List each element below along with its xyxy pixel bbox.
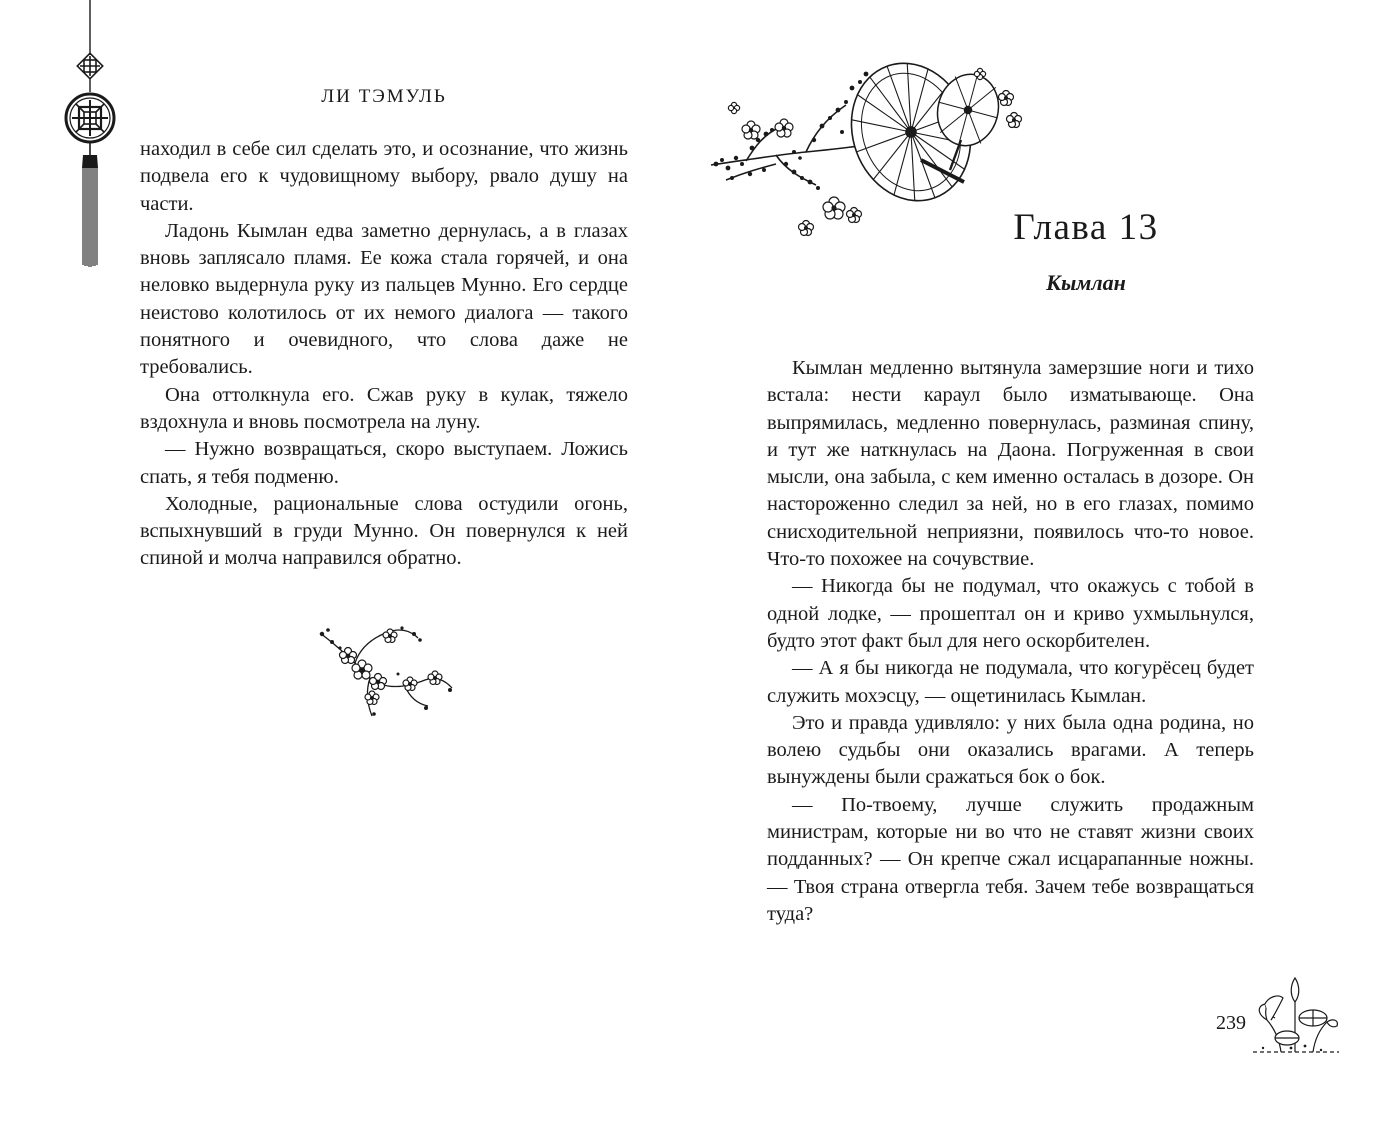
chapter-title: Глава 13 (1013, 207, 1159, 248)
knot-tassel-icon (60, 0, 120, 270)
left-page (0, 0, 696, 1125)
paragraph: — Никогда бы не подумал, что окажусь с тобой в одной лодке, — прошептал он и криво ухмыльнулся, будто этот факт был для него оскорбителен. (767, 575, 1254, 652)
chapter-subtitle: Кымлан (1046, 270, 1126, 295)
right-page (696, 0, 1393, 1125)
paragraph: Она оттолкнула его. Сжав руку в кулак, тяжело вздохнула и вновь посмотрела на луну. (140, 383, 628, 433)
paragraph: Кымлан медленно вытянула замерзшие ноги и тихо встала: нести караул было изматывающе. Она выпрямилась, медленно повернулась, разминая спину, и тут же наткнулась на Даона. Погруженная в свои мысли, она забыла, с кем именно осталась в дозоре. Он настороженно следил за ней, но в его глазах, помимо снисходительной неприязни, появилось что-то новое. Что-то похожее на сочувствие. (767, 357, 1254, 571)
cherry-blossom-branch-icon (310, 618, 460, 718)
paragraph: находил в себе сил сделать это, и осознание, что жизнь подвела его к чудовищному выбору, рвало душу на части. (140, 138, 628, 215)
left-page-body (140, 136, 628, 573)
paragraph: — Нужно возвращаться, скоро выступаем. Ложись спать, я тебя подменю. (140, 438, 628, 488)
page-number: 239 (1216, 1012, 1246, 1034)
lotus-icon (1251, 972, 1341, 1056)
paragraph: Холодные, рациональные слова остудили огонь, вспыхнувший в груди Мунно. Он повернулся к ней спиной и молча направился обратно. (140, 492, 628, 570)
paragraph: Это и правда удивляло: у них была одна родина, но волею судьбы они оказались врагами. А теперь вынуждены были сражаться бок о бок. (767, 711, 1254, 789)
running-head: ЛИ ТЭМУЛЬ (321, 86, 447, 107)
paragraph: — А я бы никогда не подумала, что когурёсец будет служить мохэсцу, — ощетинилась Кымлан. (767, 657, 1254, 707)
paragraph: — По-твоему, лучше служить продажным министрам, которые ни во что не ставят жизни своих подданных? — Он крепче сжал исцарапанные ножны. — Твоя страна отвергла тебя. Зачем тебе возвращаться туда? (767, 793, 1254, 925)
right-page-body (767, 355, 1254, 928)
paragraph: Ладонь Кымлан едва заметно дернулась, а в глазах вновь заплясало пламя. Ее кожа стала горячей, и она неловко выдернула руку из пальцев Мунно. Его сердце неистово колотилось от их немого диалога — такого понятного и очевидного, что слова даже не требовались. (140, 219, 628, 379)
